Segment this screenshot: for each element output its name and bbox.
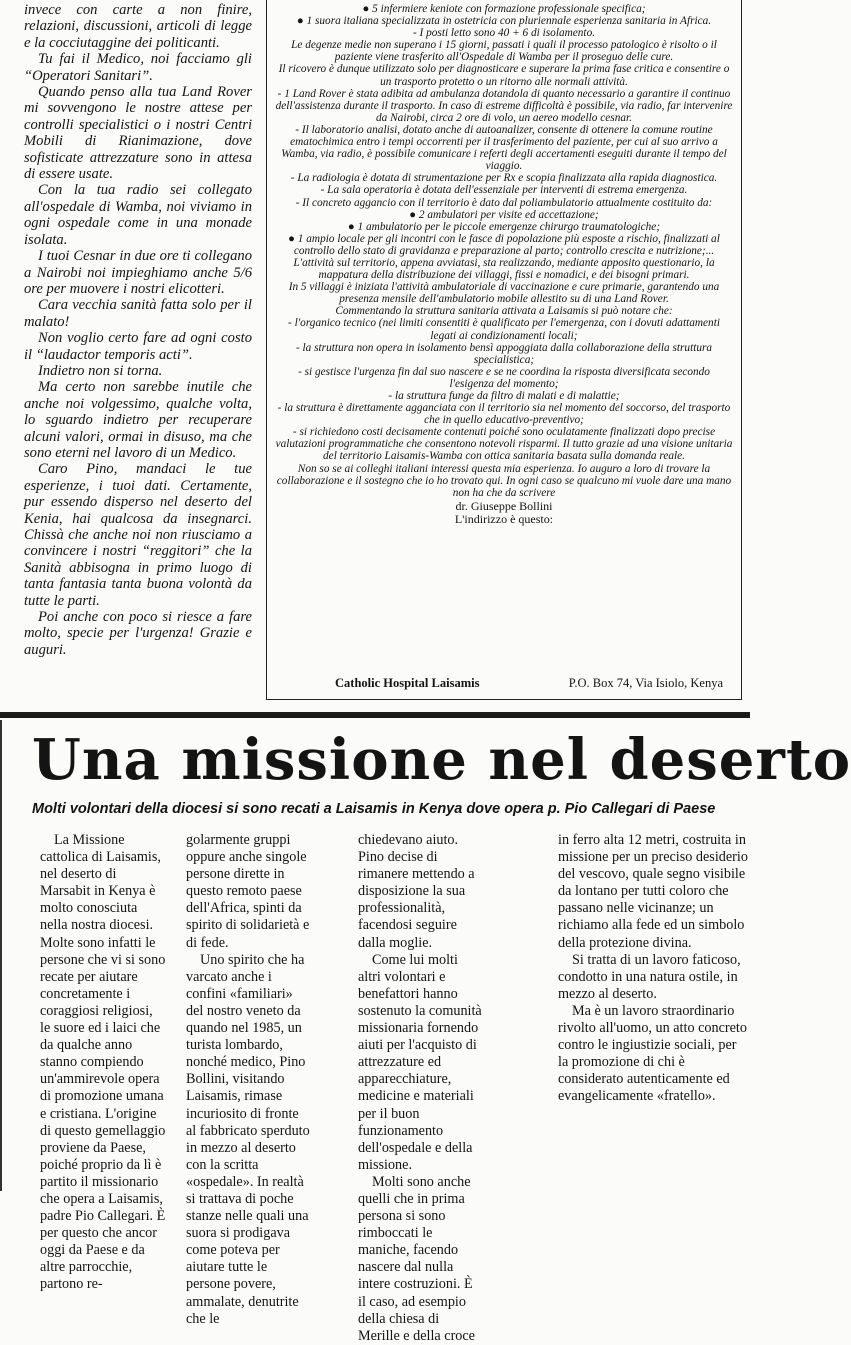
report-line: - si richiedono costi decisamente contenuti poiché sono oculatamente finalizzati dopo precise valutazioni programmatiche che consentono notevoli risparmi. Il tutto grazie ad una visione unitaria del territorio Laisamis-Wamba con ottica sanitaria basata sulla domanda reale.	[275, 426, 733, 463]
article-headline: Una missione nel deserto	[32, 727, 851, 793]
address-line	[275, 676, 733, 691]
article-column-1	[40, 832, 166, 1294]
signature: dr. Giuseppe Bollini	[455, 498, 553, 513]
article-paragraph: Si tratta di un lavoro faticoso, condotto in una natura ostile, in mezzo al deserto.	[558, 951, 741, 1002]
report-line: - I posti letto sono 40 + 6 di isolamento.	[412, 27, 596, 40]
po-box: P.O. Box 74, Via Isiolo, Kenya	[568, 676, 723, 690]
report-line: - 1 Land Rover è stata adibita ad ambulanza dotandola di quanto necessario a garantire il continuo dell'assistenza durante il trasporto. In caso di estreme difficoltà è possibile, via radio, far intervenire da Nairobi, circa 2 ore di volo, un aereo modello cesnar.	[275, 87, 733, 124]
letter-paragraph: Poi anche con poco si riesce a fare molto, specie per l'urgenza! Grazie e auguri.	[24, 609, 252, 658]
report-line: ● 2 ambulatori per visite ed accettazione;	[409, 208, 599, 221]
letter-paragraph: Indietro non si torna.	[38, 362, 163, 379]
report-line: - Il concreto aggancio con il territorio è dato dal poliambulatorio attualmente costituito da:	[295, 196, 713, 209]
letter-paragraph: Con la tua radio sei collegato all'ospedale di Wamba, noi viviamo in ogni ospedale come in una monade isolata.	[24, 182, 252, 248]
article-paragraph: La Missione cattolica di Laisamis, nel deserto di Marsabit in Kenya è molto conosciuta nella nostra diocesi. Molte sono infatti le persone che vi si sono recate per aiutare concretamente i coraggiosi religiosi, le suore ed i laici che da qualche anno stanno compiendo un'ammirevole opera di promozione umana e cristiana. L'origine di questo gemellaggio proviene da Paese, poiché proprio da lì è partito il missionario che opera a Laisamis, padre Pio Callegari. È per questo che ancor oggi da Paese e da altre parrocchie, partono re-	[40, 832, 166, 1293]
article-subheadline: Molti volontari della diocesi si sono recati a Laisamis in Kenya dove opera p. Pio Callegari di Paese	[32, 801, 716, 817]
report-line: Commentando la struttura sanitaria attivata a Laisamis si può notare che:	[335, 305, 673, 318]
letter-paragraph: Non voglio certo fare ad ogni costo il “laudactor temporis acti”.	[24, 330, 252, 363]
article-paragraph: Uno spirito che ha varcato anche i confini «familiari» del nostro veneto da quando nel 1985, un turista lombardo, nonché medico, Pino Bollini, visitando Laisamis, rimase incuriosito di fronte al fabbricato sperduto in mezzo al deserto con la scritta «ospedale». In realtà si trattava di poche stanze nelle quali una suora si prodigava come poteva per aiutare tutte le persone povere, ammalate, denutrite che le	[186, 951, 310, 1327]
report-line: Le degenze medie non superano i 15 giorni, passati i quali il processo patologico è risolto o il paziente viene trasferito all'Ospedale di Wamba per il proseguo delle cure.	[291, 39, 717, 64]
letter-column	[24, 2, 252, 658]
article-paragraph: Molti sono anche quelli che in prima persona si sono rimboccati le maniche, facendo nascere dal nulla intere costruzioni. È il caso, ad esempio della chiesa di Merille e della croce	[358, 1173, 475, 1344]
report-line: In 5 villaggi è iniziata l'attività ambulatoriale di vaccinazione e cure primarie, garantendo una presenza mensile dell'ambulatorio mobile allestito su di una Land Rover.	[288, 281, 720, 306]
hospital-report-box	[266, 0, 742, 700]
report-line: - la struttura è direttamente agganciata con il territorio sia nel momento del soccorso, del trasporto che in quello educativo-preventivo;	[277, 402, 731, 427]
report-line: ● 1 ampio locale per gli incontri con le fasce di popolazione più esposte a rischio, finalizzati al controllo dello stato di gravidanza e preparazione al parto; controllo crescita e nutrizione;...	[288, 232, 720, 257]
section-divider	[0, 712, 750, 718]
article-paragraph: in ferro alta 12 metri, costruita in missione per un preciso desiderio del vescovo, quale segno visibile da lontano per tutti coloro che passano nelle vicinanze; un richiamo alla fede ed un simbolo della protezione divina.	[558, 832, 748, 951]
report-line: - La sala operatoria è dotata dell'essenziale per interventi di estrema emergenza.	[320, 184, 688, 197]
address-note: L'indirizzo è questo:	[454, 511, 554, 526]
report-text	[275, 3, 733, 499]
letter-paragraph: Ma certo non sarebbe inutile che anche noi volgessimo, qualche volta, lo sguardo indietro per recuperare alcuni valori, ormai in disuso, ma che sono eterni nel lavoro di un Medico.	[24, 379, 252, 461]
report-line: L'attività sul territorio, appena avviatasi, sta realizzando, mediante apposito questionario, la mappatura della distribuzione dei villaggi, fissi e nomadici, e dei bisogni primari.	[293, 256, 715, 282]
report-line: - si gestisce l'urgenza fin dal suo nascere e se ne coordina la risposta diversificata secondo l'esigenza del momento;	[298, 365, 710, 390]
report-line: - l'organico tecnico (nei limiti consentiti è qualificato per l'emergenza, con i dovuti adattamenti legati ai condizionamenti locali;	[288, 317, 720, 342]
letter-section	[0, 0, 750, 708]
report-line: ● 1 suora italiana specializzata in ostetricia con pluriennale esperienza sanitaria in Africa.	[296, 15, 712, 28]
letter-paragraph: Tu fai il Medico, noi facciamo gli “Operatori Sanitari”.	[24, 51, 252, 84]
report-line: - La radiologia è dotata di strumentazione per Rx e scopia finalizzata alla rapida diagnostica.	[290, 172, 718, 185]
letter-paragraph: Cara vecchia sanità fatta solo per il malato!	[24, 297, 252, 330]
article-column-3	[358, 832, 484, 1345]
newspaper-article	[0, 720, 851, 1344]
report-line: Non so se ai colleghi italiani interessi questa mia esperienza. Io auguro a loro di trovare la collaborazione e il sostegno che io ho trovato qui. In ogni caso se qualcuno mi vuole dare una mano non ha che da scrivere	[276, 462, 732, 499]
article-paragraph: golarmente gruppi oppure anche singole persone dirette in questo remoto paese dell'Africa, spinti da spirito di solidarietà e di fede.	[186, 832, 310, 951]
article-column-2	[186, 832, 312, 1328]
letter-paragraph: Caro Pino, mandaci le tue esperienze, i tuoi dati. Certamente, pur essendo disperso nel deserto del Kenia, hai qualcosa da insegnarci. Chissà che anche noi non riusciamo a convincere i nostri “reggitori” che la Sanità abbisogna in primo luogo di tanta fantasia tanta buona volontà da tutte le parti.	[24, 461, 252, 609]
report-line: - Il laboratorio analisi, dotato anche di autoanalizer, consente di ottenere la comune routine ematochimica entro i tempi occorrenti per il trasferimento del paziente, per cui al suo arrivo a Wamba, via radio, è possibile comunicare i referti degli accertamenti eseguiti durante il tempo del viaggio.	[281, 123, 727, 173]
report-line: - la struttura funge da filtro di malati e di malattie;	[388, 390, 620, 402]
report-line: Il ricovero è dunque utilizzato solo per diagnosticare e superare la prima fase critica e consentire o un trasporto protetto o un ritorno alle normali attività.	[278, 63, 730, 88]
letter-paragraph: invece con carte a non finire, relazioni, discussioni, articoli di legge e la cocciutaggine dei politicanti.	[24, 2, 252, 51]
article-paragraph: chiedevano aiuto. Pino decise di rimanere mettendo a disposizione la sua professionalità, facendosi seguire dalla moglie.	[358, 832, 475, 951]
article-paragraph: Come lui molti altri volontari e benefattori hanno sostenuto la comunità missionaria fornendo aiuti per l'acquisto di attrezzature ed apparecchiature, medicine e materiali per il buon funzionamento dell'ospedale e della missione.	[358, 951, 482, 1173]
article-column-4	[558, 832, 748, 1106]
hospital-name: Catholic Hospital Laisamis	[335, 676, 480, 690]
article-paragraph: Ma è un lavoro straordinario rivolto all'uomo, un atto concreto contro le ingiustizie sociali, per la promozione di chi è considerato autenticamente ed evangelicamente «fratello».	[558, 1002, 747, 1105]
letter-paragraph: I tuoi Cesnar in due ore ti collegano a Nairobi noi impieghiamo anche 5/6 ore per muovere i nostri elicotteri.	[24, 248, 252, 297]
report-line: ● 5 infermiere keniote con formazione professionale specifica;	[362, 3, 646, 15]
report-line: ● 1 ambulatorio per le piccole emergenze chirurgo traumatologiche;	[347, 220, 661, 233]
letter-paragraph: Quando penso alla tua Land Rover mi sovvengono le nostre attese per controlli specialistici o i nostri Centri Mobili di Rianimazione, dove sofisticate attrezzature sono in attesa di essere usate.	[24, 84, 252, 183]
report-line: - la struttura non opera in isolamento bensì appoggiata dalla collaborazione della struttura specialistica;	[295, 341, 713, 366]
